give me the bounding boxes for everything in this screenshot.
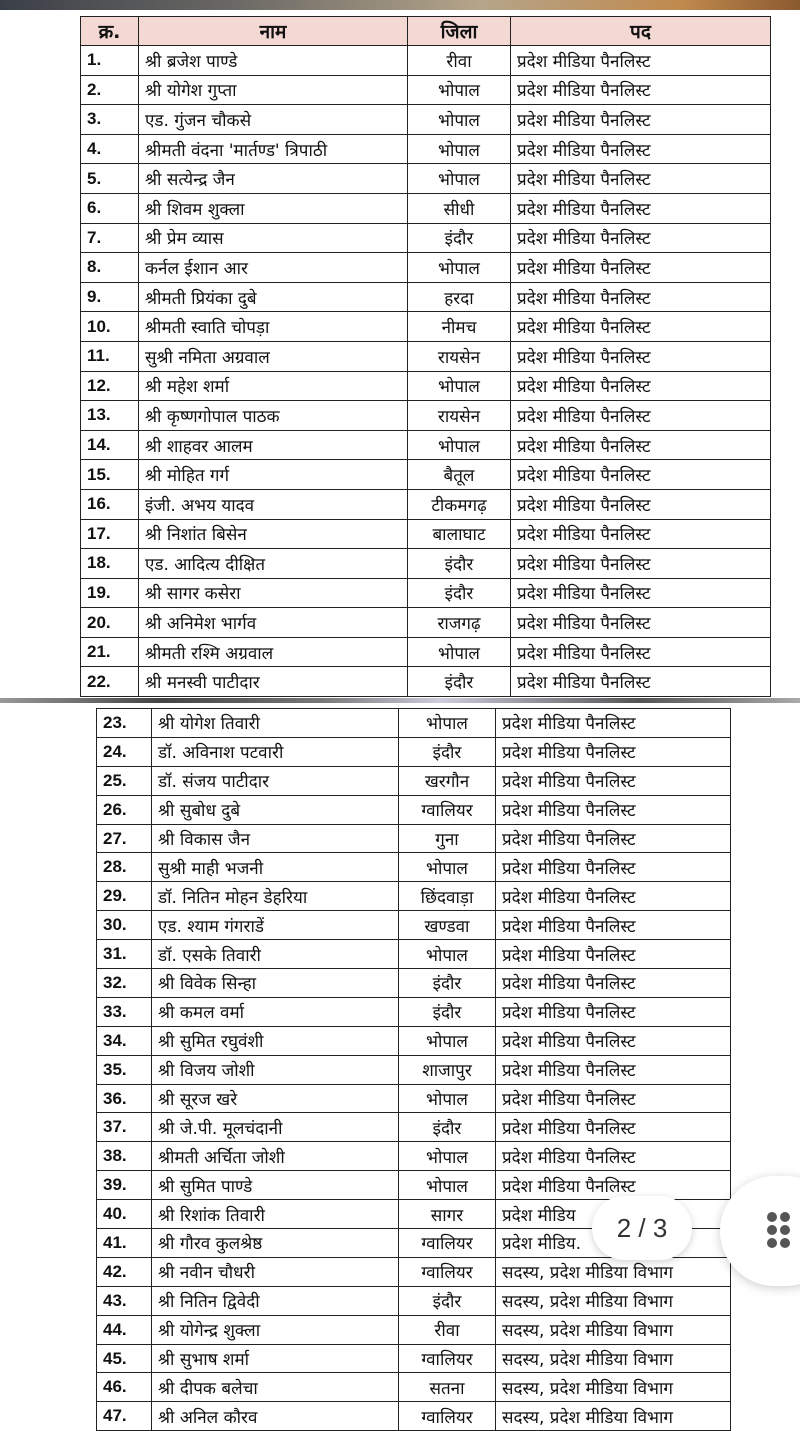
table-row (97, 911, 731, 940)
row-district: ग्वालियर (399, 1344, 496, 1373)
row-name: श्री मनस्वी पाटीदार (139, 667, 408, 697)
row-num: 6. (81, 193, 139, 223)
row-post: प्रदेश मीडिया पैनलिस्ट (496, 911, 731, 940)
row-num: 1. (81, 46, 139, 76)
row-num: 32. (97, 969, 152, 998)
row-district: भोपाल (399, 1084, 496, 1113)
row-post: प्रदेश मीडिया पैनलिस्ट (511, 489, 771, 519)
row-name: श्री योगेश तिवारी (152, 709, 399, 738)
row-district: टीकमगढ़ (408, 489, 511, 519)
row-district: भोपाल (399, 940, 496, 969)
table-row (97, 969, 731, 998)
top-image-edge (0, 0, 800, 10)
row-district: रीवा (399, 1315, 496, 1344)
row-district: भोपाल (408, 371, 511, 401)
row-num: 3. (81, 105, 139, 135)
row-num: 40. (97, 1200, 152, 1229)
row-name: एड. गुंजन चौकसे (139, 105, 408, 135)
row-post: प्रदेश मीडिया पैनलिस्ट (496, 853, 731, 882)
row-num: 15. (81, 460, 139, 490)
row-post: प्रदेश मीडिया पैनलिस्ट (496, 824, 731, 853)
table-row (97, 1257, 731, 1286)
row-post: प्रदेश मीडिया पैनलिस्ट (496, 709, 731, 738)
row-post: प्रदेश मीडिया पैनलिस्ट (496, 1084, 731, 1113)
row-district: भोपाल (399, 853, 496, 882)
row-name: श्री ब्रजेश पाण्डे (139, 46, 408, 76)
row-num: 34. (97, 1026, 152, 1055)
table-row (97, 1286, 731, 1315)
row-name: श्रीमती रश्मि अग्रवाल (139, 637, 408, 667)
row-post: प्रदेश मीडिया पैनलिस्ट (496, 1171, 731, 1200)
table-row (97, 1344, 731, 1373)
row-num: 14. (81, 430, 139, 460)
table-row (81, 637, 771, 667)
row-num: 31. (97, 940, 152, 969)
header-num: क्र. (81, 17, 139, 46)
table-row (81, 401, 771, 431)
row-name: कर्नल ईशान आर (139, 253, 408, 283)
row-post: प्रदेश मीडिया पैनलिस्ट (496, 997, 731, 1026)
header-district: जिला (408, 17, 511, 46)
row-post: प्रदेश मीडिया पैनलिस्ट (511, 578, 771, 608)
row-post: प्रदेश मीडिया पैनलिस्ट (511, 193, 771, 223)
row-post: प्रदेश मीडिया पैनलिस्ट (511, 460, 771, 490)
row-post: प्रदेश मीडिया पैनलिस्ट (496, 882, 731, 911)
page-divider (0, 698, 800, 703)
row-post: प्रदेश मीडिया पैनलिस्ट (511, 164, 771, 194)
row-district: भोपाल (399, 1171, 496, 1200)
table-header (81, 17, 771, 46)
row-post: प्रदेश मीडिया पैनलिस्ट (511, 430, 771, 460)
table-row (97, 1373, 731, 1402)
row-num: 18. (81, 549, 139, 579)
row-name: श्री अनिमेश भार्गव (139, 608, 408, 638)
row-name: श्री कृष्णगोपाल पाठक (139, 401, 408, 431)
row-num: 19. (81, 578, 139, 608)
row-post: सदस्य, प्रदेश मीडिया विभाग (496, 1373, 731, 1402)
row-name: श्री विजय जोशी (152, 1055, 399, 1084)
table-row (81, 223, 771, 253)
row-num: 5. (81, 164, 139, 194)
row-name: श्रीमती स्वाति चोपड़ा (139, 312, 408, 342)
panelist-table-page2 (96, 708, 731, 1431)
row-num: 35. (97, 1055, 152, 1084)
table-row (81, 578, 771, 608)
row-num: 46. (97, 1373, 152, 1402)
table-row (97, 824, 731, 853)
row-district: भोपाल (399, 1026, 496, 1055)
table-row (81, 312, 771, 342)
row-num: 7. (81, 223, 139, 253)
table-row (81, 164, 771, 194)
row-district: इंदौर (408, 578, 511, 608)
row-name: श्री कमल वर्मा (152, 997, 399, 1026)
row-name: श्री शिवम शुक्ला (139, 193, 408, 223)
table-row (81, 46, 771, 76)
row-post: प्रदेश मीडिया पैनलिस्ट (496, 940, 731, 969)
row-district: सतना (399, 1373, 496, 1402)
row-name: श्री सागर कसेरा (139, 578, 408, 608)
row-district: भोपाल (408, 75, 511, 105)
row-name: एड. आदित्य दीक्षित (139, 549, 408, 579)
table-row (97, 709, 731, 738)
row-post: प्रदेश मीडिया पैनलिस्ट (496, 1055, 731, 1084)
table-row (81, 608, 771, 638)
row-district: भोपाल (408, 637, 511, 667)
row-post: प्रदेश मीडिया पैनलिस्ट (511, 282, 771, 312)
row-name: इंजी. अभय यादव (139, 489, 408, 519)
row-name: श्री विकास जैन (152, 824, 399, 853)
table-row (97, 737, 731, 766)
row-post: प्रदेश मीडिया पैनलिस्ट (511, 75, 771, 105)
row-district: इंदौर (408, 667, 511, 697)
table-row (81, 105, 771, 135)
row-name: श्री सुभाष शर्मा (152, 1344, 399, 1373)
row-num: 16. (81, 489, 139, 519)
table-row (97, 766, 731, 795)
row-district: भोपाल (408, 164, 511, 194)
row-name: श्री दीपक बलेचा (152, 1373, 399, 1402)
row-district: सीधी (408, 193, 511, 223)
row-name: श्री मोहित गर्ग (139, 460, 408, 490)
row-district: इंदौर (408, 223, 511, 253)
row-post: प्रदेश मीडिया पैनलिस्ट (511, 637, 771, 667)
table-row (81, 430, 771, 460)
page-indicator[interactable]: 2 / 3 (592, 1196, 692, 1260)
row-name: श्रीमती वंदना 'मार्तण्ड' त्रिपाठी (139, 134, 408, 164)
table-row (97, 1402, 731, 1431)
row-district: शाजापुर (399, 1055, 496, 1084)
row-district: रायसेन (408, 341, 511, 371)
row-post: प्रदेश मीडिय. (496, 1229, 731, 1258)
table-row (97, 1113, 731, 1142)
table-row (81, 549, 771, 579)
row-num: 2. (81, 75, 139, 105)
panelist-table-page1 (80, 16, 771, 697)
row-num: 17. (81, 519, 139, 549)
row-post: प्रदेश मीडिया पैनलिस्ट (511, 253, 771, 283)
row-num: 41. (97, 1229, 152, 1258)
table-row (97, 853, 731, 882)
row-post: प्रदेश मीडिया पैनलिस्ट (496, 1026, 731, 1055)
row-num: 26. (97, 795, 152, 824)
row-name: श्री जे.पी. मूलचंदानी (152, 1113, 399, 1142)
row-name: श्री सुमित रघुवंशी (152, 1026, 399, 1055)
row-num: 24. (97, 737, 152, 766)
row-name: सुश्री नमिता अग्रवाल (139, 341, 408, 371)
row-district: ग्वालियर (399, 1402, 496, 1431)
table-row (81, 667, 771, 697)
row-name: श्री गौरव कुलश्रेष्ठ (152, 1229, 399, 1258)
table-row (97, 1084, 731, 1113)
row-district: भोपाल (408, 430, 511, 460)
row-post: प्रदेश मीडिया पैनलिस्ट (511, 667, 771, 697)
row-num: 39. (97, 1171, 152, 1200)
row-post: प्रदेश मीडिया पैनलिस्ट (511, 401, 771, 431)
row-district: इंदौर (399, 1113, 496, 1142)
row-name: श्री अनिल कौरव (152, 1402, 399, 1431)
row-name: डॉ. नितिन मोहन डेहरिया (152, 882, 399, 911)
table-row (81, 341, 771, 371)
table-row (81, 519, 771, 549)
row-post: प्रदेश मीडिया पैनलिस्ट (511, 371, 771, 401)
table-row (97, 1142, 731, 1171)
row-name: श्री विवेक सिन्हा (152, 969, 399, 998)
row-post: सदस्य, प्रदेश मीडिया विभाग (496, 1257, 731, 1286)
row-num: 4. (81, 134, 139, 164)
row-num: 43. (97, 1286, 152, 1315)
table-row (81, 460, 771, 490)
row-district: राजगढ़ (408, 608, 511, 638)
table-row (81, 75, 771, 105)
row-post: प्रदेश मीडिया पैनलिस्ट (496, 1142, 731, 1171)
row-post: सदस्य, प्रदेश मीडिया विभाग (496, 1315, 731, 1344)
row-name: श्री नितिन द्विवेदी (152, 1286, 399, 1315)
table-row (97, 997, 731, 1026)
table-row (81, 282, 771, 312)
row-district: रीवा (408, 46, 511, 76)
row-name: श्री शाहवर आलम (139, 430, 408, 460)
row-name: श्री सुबोध दुबे (152, 795, 399, 824)
table-row (81, 253, 771, 283)
row-num: 29. (97, 882, 152, 911)
row-name: डॉ. संजय पाटीदार (152, 766, 399, 795)
row-num: 27. (97, 824, 152, 853)
row-district: इंदौर (399, 969, 496, 998)
row-name: श्री नवीन चौधरी (152, 1257, 399, 1286)
row-district: भोपाल (408, 253, 511, 283)
row-num: 8. (81, 253, 139, 283)
row-num: 36. (97, 1084, 152, 1113)
table-row (97, 940, 731, 969)
row-name: सुश्री माही भजनी (152, 853, 399, 882)
row-district: भोपाल (399, 1142, 496, 1171)
row-num: 38. (97, 1142, 152, 1171)
row-district: खरगौन (399, 766, 496, 795)
row-num: 12. (81, 371, 139, 401)
row-post: प्रदेश मीडिया पैनलिस्ट (496, 969, 731, 998)
row-post: प्रदेश मीडिया पैनलिस्ट (511, 312, 771, 342)
table-row (81, 193, 771, 223)
table-row (81, 134, 771, 164)
row-num: 45. (97, 1344, 152, 1373)
row-post: सदस्य, प्रदेश मीडिया विभाग (496, 1344, 731, 1373)
row-num: 20. (81, 608, 139, 638)
row-district: हरदा (408, 282, 511, 312)
header-name: नाम (139, 17, 408, 46)
row-name: एड. श्याम गंगराडें (152, 911, 399, 940)
row-name: श्री रिशांक तिवारी (152, 1200, 399, 1229)
row-name: श्री सत्येन्द्र जैन (139, 164, 408, 194)
row-num: 25. (97, 766, 152, 795)
row-num: 42. (97, 1257, 152, 1286)
row-district: भोपाल (399, 709, 496, 738)
row-post: प्रदेश मीडिया पैनलिस्ट (511, 519, 771, 549)
row-district: सागर (399, 1200, 496, 1229)
row-num: 44. (97, 1315, 152, 1344)
row-district: भोपाल (408, 134, 511, 164)
table-row (97, 1315, 731, 1344)
row-post: प्रदेश मीडिया पैनलिस्ट (511, 341, 771, 371)
row-name: डॉ. एसके तिवारी (152, 940, 399, 969)
row-name: श्री महेश शर्मा (139, 371, 408, 401)
row-name: श्री सूरज खरे (152, 1084, 399, 1113)
row-num: 9. (81, 282, 139, 312)
table-row (97, 795, 731, 824)
row-name: श्री निशांत बिसेन (139, 519, 408, 549)
row-post: प्रदेश मीडिया पैनलिस्ट (496, 766, 731, 795)
row-district: रायसेन (408, 401, 511, 431)
row-district: गुना (399, 824, 496, 853)
row-post: प्रदेश मीडिया पैनलिस्ट (496, 737, 731, 766)
table-row (97, 1026, 731, 1055)
row-num: 28. (97, 853, 152, 882)
row-post: प्रदेश मीडिया पैनलिस्ट (511, 46, 771, 76)
row-num: 22. (81, 667, 139, 697)
row-name: श्री योगेन्द्र शुक्ला (152, 1315, 399, 1344)
row-num: 13. (81, 401, 139, 431)
row-post: सदस्य, प्रदेश मीडिया विभाग (496, 1286, 731, 1315)
row-district: खण्डवा (399, 911, 496, 940)
row-district: बैतूल (408, 460, 511, 490)
row-name: डॉ. अविनाश पटवारी (152, 737, 399, 766)
row-name: श्री योगेश गुप्ता (139, 75, 408, 105)
row-district: छिंदवाड़ा (399, 882, 496, 911)
row-district: ग्वालियर (399, 1229, 496, 1258)
row-num: 37. (97, 1113, 152, 1142)
row-post: प्रदेश मीडिया पैनलिस्ट (496, 1113, 731, 1142)
row-num: 10. (81, 312, 139, 342)
table-row (97, 882, 731, 911)
table-row (81, 371, 771, 401)
row-name: श्रीमती अर्चिता जोशी (152, 1142, 399, 1171)
row-post: प्रदेश मीडिया पैनलिस्ट (511, 549, 771, 579)
row-num: 23. (97, 709, 152, 738)
row-district: इंदौर (399, 737, 496, 766)
row-district: ग्वालियर (399, 795, 496, 824)
row-post: प्रदेश मीडिया पैनलिस्ट (511, 134, 771, 164)
row-district: इंदौर (399, 997, 496, 1026)
table-row (97, 1055, 731, 1084)
row-name: श्री सुमित पाण्डे (152, 1171, 399, 1200)
row-district: बालाघाट (408, 519, 511, 549)
header-post: पद (511, 17, 771, 46)
row-district: भोपाल (408, 105, 511, 135)
row-num: 21. (81, 637, 139, 667)
row-district: ग्वालियर (399, 1257, 496, 1286)
row-name: श्री प्रेम व्यास (139, 223, 408, 253)
table-row (81, 489, 771, 519)
row-post: प्रदेश मीडिया पैनलिस्ट (511, 608, 771, 638)
row-district: नीमच (408, 312, 511, 342)
row-post: प्रदेश मीडिया पैनलिस्ट (511, 223, 771, 253)
row-name: श्रीमती प्रियंका दुबे (139, 282, 408, 312)
grid-dots-icon[interactable] (767, 1212, 790, 1248)
row-post: प्रदेश मीडिया पैनलिस्ट (496, 795, 731, 824)
row-num: 11. (81, 341, 139, 371)
row-post: सदस्य, प्रदेश मीडिया विभाग (496, 1402, 731, 1431)
row-district: इंदौर (399, 1286, 496, 1315)
row-num: 33. (97, 997, 152, 1026)
row-num: 30. (97, 911, 152, 940)
row-district: इंदौर (408, 549, 511, 579)
row-num: 47. (97, 1402, 152, 1431)
row-post: प्रदेश मीडिय (496, 1200, 731, 1229)
row-post: प्रदेश मीडिया पैनलिस्ट (511, 105, 771, 135)
